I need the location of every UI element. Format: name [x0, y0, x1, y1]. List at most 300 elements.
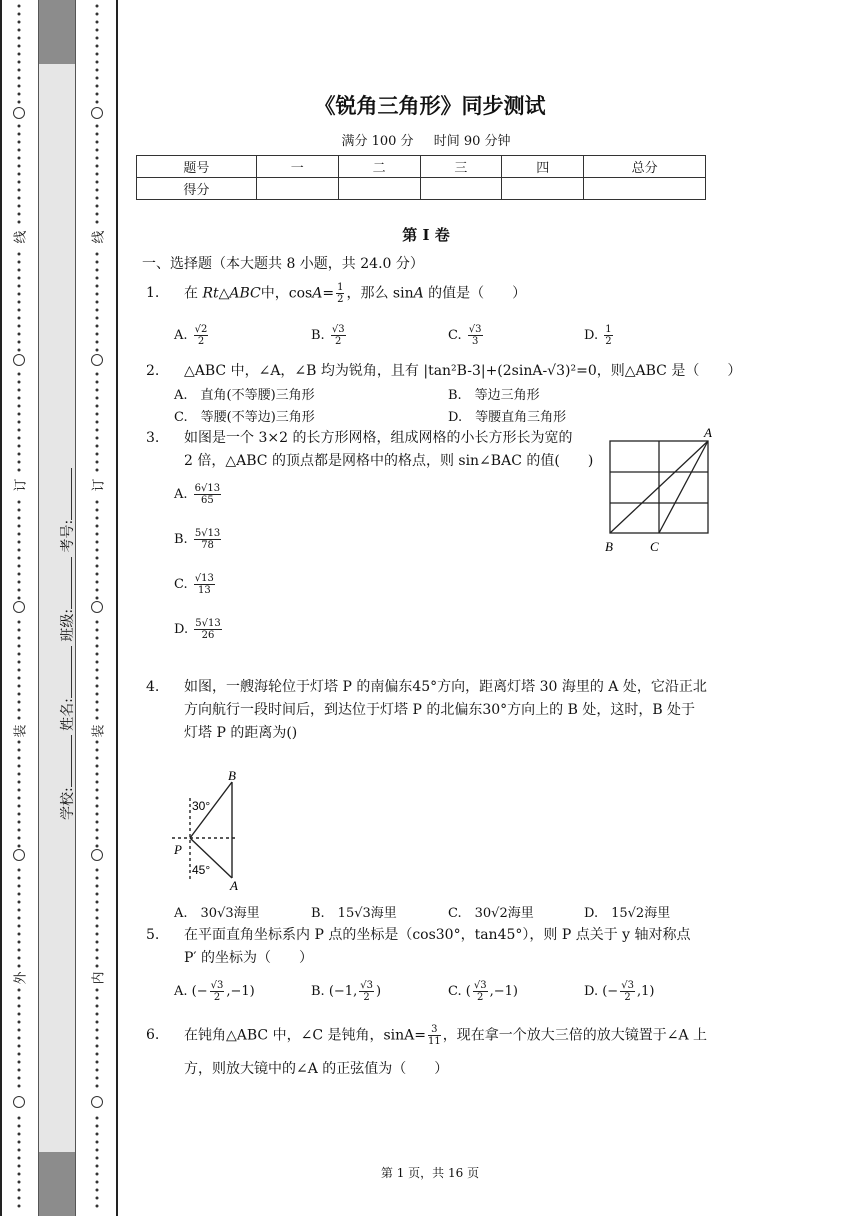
cut-line-dot	[96, 469, 99, 472]
question-6	[146, 1024, 726, 1084]
option-a[interactable]	[174, 483, 223, 506]
cut-line-dot	[96, 189, 99, 192]
cut-line-dot	[18, 253, 21, 256]
fraction-numerator: 1	[605, 324, 612, 335]
cut-line-dot	[96, 765, 99, 768]
cut-line-dot	[96, 589, 99, 592]
label-a: A	[230, 878, 238, 892]
cut-line-dot	[96, 1189, 99, 1192]
score-input-cell[interactable]	[584, 178, 706, 200]
cut-line-dot	[96, 1125, 99, 1128]
cut-line-dot	[18, 1045, 21, 1048]
cut-line-dot	[18, 293, 21, 296]
option-c[interactable]	[174, 573, 217, 596]
question-text-line: P′ 的坐标为（ ）	[184, 950, 314, 966]
mark-zhuang-inner: 装	[88, 722, 107, 739]
cut-line-dot	[96, 917, 99, 920]
question-text-line	[184, 1024, 707, 1048]
binding-hole-circle	[91, 1096, 103, 1108]
option-fraction	[620, 980, 635, 1003]
cut-line-dot	[18, 205, 21, 208]
label-c: C	[650, 539, 659, 554]
label-30-degrees: 30°	[192, 799, 211, 813]
cut-line-dot	[96, 669, 99, 672]
cut-line-dot	[96, 717, 99, 720]
option-text: (−	[191, 984, 208, 999]
option-b[interactable]	[174, 528, 223, 551]
cut-line-dot	[96, 773, 99, 776]
score-cell-header: 题号	[137, 156, 257, 178]
fraction-denominator: 2	[335, 336, 342, 347]
cut-line-dot	[18, 301, 21, 304]
cut-line-dot	[96, 957, 99, 960]
option-label: D.	[584, 328, 599, 343]
label-p: P	[174, 842, 182, 857]
cut-line-dot	[18, 421, 21, 424]
cut-line-dot	[18, 1037, 21, 1040]
cut-line-dot	[96, 453, 99, 456]
option-b[interactable]	[311, 324, 348, 347]
cut-line-dot	[18, 389, 21, 392]
cut-line-dot	[96, 741, 99, 744]
cut-line-dot	[18, 1149, 21, 1152]
cut-line-dot	[18, 941, 21, 944]
cut-line-dot	[96, 277, 99, 280]
cut-line-dot	[18, 373, 21, 376]
name-blank[interactable]	[71, 646, 72, 698]
class-blank[interactable]	[71, 557, 72, 609]
page-footer: 第 1 页，共 16 页	[380, 1166, 480, 1180]
option-fraction	[468, 324, 483, 347]
cut-line-dot	[96, 261, 99, 264]
option-c[interactable]	[448, 980, 518, 1003]
cut-line-dot	[18, 165, 21, 168]
cut-line-dot	[96, 421, 99, 424]
option-a[interactable]: A. 30√3海里	[174, 906, 260, 921]
fraction-numerator: √3	[331, 324, 345, 335]
exam-number-label: 考号:	[60, 519, 76, 553]
cut-line-dot	[18, 437, 21, 440]
binding-hole-circle	[13, 107, 25, 119]
cut-line-dot	[96, 525, 99, 528]
cut-line-dot	[18, 541, 21, 544]
cut-line-dot	[96, 901, 99, 904]
question-5	[146, 924, 726, 1010]
cut-line-dot	[18, 925, 21, 928]
question-text: △ABC 中，∠A，∠B 均为锐角，且有 |tan²B-3|+(2sinA-√3)²=0，则△ABC 是（ ）	[184, 363, 742, 379]
cut-line-dot	[18, 189, 21, 192]
question-number: 4.	[146, 679, 160, 695]
score-cell-header: 二	[338, 156, 420, 178]
option-fraction	[194, 483, 221, 506]
cut-line-dot	[18, 685, 21, 688]
cut-line-dot	[96, 445, 99, 448]
cut-line-dot	[18, 213, 21, 216]
cut-line-dot	[18, 837, 21, 840]
cut-line-dot	[18, 957, 21, 960]
cut-line-dot	[96, 629, 99, 632]
option-text: (−	[602, 984, 619, 999]
exam-number-blank[interactable]	[71, 468, 72, 520]
cut-line-dot	[96, 517, 99, 520]
cut-line-dot	[96, 301, 99, 304]
cut-line-dot	[18, 181, 21, 184]
option-label: C.	[174, 577, 188, 592]
cut-line-dot	[18, 157, 21, 160]
q4-lighthouse-figure	[168, 768, 248, 892]
cut-line-dot	[96, 405, 99, 408]
option-fraction	[194, 528, 221, 551]
cut-line-dot	[18, 909, 21, 912]
q1-text-part: 中，cos	[260, 285, 313, 302]
q1-text-part: 的值是（ ）	[423, 285, 527, 302]
cut-line-dot	[18, 261, 21, 264]
fraction-denominator: 2	[605, 336, 612, 347]
cut-line-dot	[18, 741, 21, 744]
cut-line-dot	[96, 293, 99, 296]
binding-hole-circle	[13, 849, 25, 861]
cut-line-dot	[18, 397, 21, 400]
cut-line-dot	[96, 1013, 99, 1016]
cut-line-dot	[18, 1189, 21, 1192]
cut-line-dot	[96, 125, 99, 128]
q3-grid-figure	[598, 424, 728, 556]
option-a[interactable]	[174, 980, 255, 1003]
option-c[interactable]: C. 等腰(不等边)三角形	[174, 410, 315, 425]
cut-line-dot	[96, 1133, 99, 1136]
option-fraction	[604, 324, 612, 347]
fraction-numerator: 3	[428, 1024, 441, 1036]
cut-line-dot	[18, 221, 21, 224]
mark-nei-inner: 内	[88, 969, 107, 986]
cut-line-dot	[96, 1029, 99, 1032]
cut-line-dot	[96, 5, 99, 8]
cut-line-dot	[18, 565, 21, 568]
cut-line-dot	[18, 269, 21, 272]
band-block-top	[39, 0, 75, 64]
cut-line-dot	[18, 965, 21, 968]
fraction-denominator: 2	[363, 992, 370, 1003]
cut-line-dot	[18, 173, 21, 176]
cut-line-dot	[18, 341, 21, 344]
fraction-numerator: 1	[337, 282, 344, 293]
cut-line-dot	[18, 773, 21, 776]
fraction-numerator: √3	[621, 980, 634, 991]
fraction-denominator: 2	[337, 294, 344, 305]
question-text-line: 在平面直角坐标系内 P 点的坐标是（cos30°，tan45°），则 P 点关于 y 轴对称点	[184, 927, 691, 943]
band-block-bottom	[39, 1152, 75, 1216]
cut-line-dot	[96, 77, 99, 80]
cut-line-dot	[96, 797, 99, 800]
page-title: 《锐角三角形》同步测试	[314, 93, 546, 118]
cut-line-dot	[96, 1061, 99, 1064]
option-b[interactable]: B. 15√3海里	[311, 906, 397, 921]
cut-line-dot	[18, 749, 21, 752]
cut-line-dot	[18, 885, 21, 888]
cut-line-dot	[96, 1053, 99, 1056]
cut-line-dot	[18, 1077, 21, 1080]
cut-line-dot	[96, 877, 99, 880]
cut-line-dot	[18, 589, 21, 592]
cut-line-dot	[96, 285, 99, 288]
cut-line-dot	[96, 581, 99, 584]
cut-line-dot	[18, 645, 21, 648]
mark-xian-inner: 线	[88, 228, 107, 245]
cut-line-dot	[96, 325, 99, 328]
cut-line-dot	[96, 45, 99, 48]
cut-line-dot	[18, 1133, 21, 1136]
name-label: 姓名:	[60, 698, 76, 731]
cut-line-dot	[96, 693, 99, 696]
q1-triangle: Rt△ABC	[202, 285, 261, 302]
option-label: B.	[311, 328, 325, 343]
cut-line-dot	[18, 413, 21, 416]
cut-line-dot	[96, 101, 99, 104]
cut-line-dot	[18, 637, 21, 640]
cut-line-dot	[96, 381, 99, 384]
fraction-denominator: 13	[197, 585, 211, 596]
cut-line-dot	[96, 205, 99, 208]
question-text	[184, 282, 526, 306]
cut-line-dot	[18, 1069, 21, 1072]
cut-line-dot	[96, 197, 99, 200]
mark-wai-outer: 外	[10, 969, 29, 986]
cut-line-dot	[18, 349, 21, 352]
fraction-numerator: √3	[468, 324, 482, 335]
cut-line-dot	[18, 693, 21, 696]
cut-line-dot	[96, 373, 99, 376]
score-cell-header: 四	[502, 156, 584, 178]
fraction-numerator: √3	[473, 980, 487, 991]
cut-line-dot	[96, 533, 99, 536]
q1-var: A	[312, 285, 323, 302]
cut-line-dot	[96, 1037, 99, 1040]
cut-line-dot	[18, 285, 21, 288]
mark-ding-inner: 订	[88, 476, 107, 493]
cut-line-dot	[96, 253, 99, 256]
score-row-label: 得分	[137, 178, 257, 200]
binding-hole-circle	[91, 849, 103, 861]
cut-line-dot	[18, 381, 21, 384]
option-text: ,−1)	[489, 984, 518, 999]
option-c[interactable]	[448, 324, 485, 347]
cut-line-dot	[96, 389, 99, 392]
cut-line-dot	[18, 813, 21, 816]
option-b[interactable]	[311, 980, 381, 1003]
cut-line-dot	[18, 573, 21, 576]
score-input-cell[interactable]	[502, 178, 584, 200]
question-text-line: 灯塔 P 的距离为()	[184, 725, 298, 741]
cut-line-dot	[96, 69, 99, 72]
binding-hole-circle	[91, 354, 103, 366]
cut-line-dot	[96, 965, 99, 968]
cut-line-dot	[96, 933, 99, 936]
score-input-cell[interactable]	[420, 178, 502, 200]
cut-line-dot	[18, 37, 21, 40]
option-fraction	[194, 324, 209, 347]
cut-line-dot	[18, 21, 21, 24]
cut-line-dot	[96, 1197, 99, 1200]
fraction-numerator: 6√13	[194, 483, 221, 494]
option-label: B.	[174, 532, 188, 547]
question-1	[146, 282, 706, 352]
cut-line-dot	[96, 1085, 99, 1088]
cut-line-dot	[18, 1141, 21, 1144]
cut-line-dot	[18, 717, 21, 720]
score-cell-header: 总分	[584, 156, 706, 178]
cut-line-dot	[18, 101, 21, 104]
score-table	[136, 155, 706, 200]
label-b: B	[605, 539, 613, 554]
cut-line-dot	[18, 1205, 21, 1208]
question-number: 3.	[146, 430, 160, 446]
binding-hole-circle	[91, 107, 103, 119]
school-blank[interactable]	[71, 735, 72, 787]
cut-line-dot	[96, 837, 99, 840]
cut-line-dot	[96, 941, 99, 944]
cut-line-dot	[96, 757, 99, 760]
fraction-numerator: 5√13	[194, 528, 221, 539]
cut-line-dot	[18, 869, 21, 872]
cut-line-dot	[96, 61, 99, 64]
cut-line-dot	[96, 509, 99, 512]
score-table-header-row	[137, 156, 706, 178]
label-b: B	[228, 768, 236, 783]
cut-line-dot	[96, 29, 99, 32]
cut-line-dot	[96, 661, 99, 664]
cut-line-dot	[96, 165, 99, 168]
cut-line-dot	[96, 541, 99, 544]
cut-line-dot	[18, 517, 21, 520]
cut-line-dot	[96, 437, 99, 440]
cut-line-dot	[96, 341, 99, 344]
cut-line-dot	[18, 1117, 21, 1120]
label-45-degrees: 45°	[192, 863, 211, 877]
cut-line-dot	[18, 997, 21, 1000]
binding-hole-circle	[91, 601, 103, 613]
cut-line-dot	[96, 413, 99, 416]
option-fraction	[473, 980, 488, 1003]
option-label: B.	[311, 984, 325, 999]
fraction-denominator: 2	[197, 336, 205, 347]
cut-line-dot	[18, 525, 21, 528]
q1-fraction	[336, 282, 344, 305]
cut-line-dot	[96, 685, 99, 688]
q1-eq: =	[322, 285, 335, 302]
fraction-denominator: 2	[624, 992, 631, 1003]
question-text-line: 方，则放大镜中的∠A 的正弦值为（ ）	[184, 1061, 449, 1077]
fraction-denominator: 2	[477, 992, 484, 1003]
option-d[interactable]	[584, 324, 615, 347]
cut-line-dot	[96, 1021, 99, 1024]
cut-line-dot	[18, 53, 21, 56]
cut-line-dot	[96, 429, 99, 432]
option-b[interactable]: B. 等边三角形	[448, 388, 540, 403]
cut-line-dot	[18, 1085, 21, 1088]
cut-line-dot	[96, 1141, 99, 1144]
cut-line-dot	[18, 597, 21, 600]
mark-zhuang-outer: 装	[10, 722, 29, 739]
cut-line-dot	[18, 13, 21, 16]
option-text: )	[375, 984, 382, 999]
cut-line-dot	[96, 349, 99, 352]
inner-dotted-cut-line	[87, 0, 107, 1216]
cut-line-dot	[18, 917, 21, 920]
cut-line-dot	[18, 469, 21, 472]
cut-line-dot	[18, 445, 21, 448]
cut-line-dot	[18, 989, 21, 992]
cut-line-dot	[96, 213, 99, 216]
cut-line-dot	[96, 1205, 99, 1208]
option-label: D.	[174, 622, 189, 637]
cut-line-dot	[96, 1157, 99, 1160]
cut-line-dot	[96, 909, 99, 912]
question-text-line: 如图，一艘海轮位于灯塔 P 的南偏东45°方向，距离灯塔 30 海里的 A 处，它沿正北	[184, 679, 707, 695]
option-d[interactable]	[584, 980, 654, 1003]
option-d[interactable]: D. 15√2海里	[584, 906, 671, 921]
cut-line-dot	[18, 1013, 21, 1016]
cut-line-dot	[96, 85, 99, 88]
fraction-denominator: 11	[428, 1036, 441, 1047]
cut-line-dot	[18, 757, 21, 760]
option-c[interactable]: C. 30√2海里	[448, 906, 534, 921]
cut-line-dot	[18, 309, 21, 312]
cut-line-dot	[18, 709, 21, 712]
cut-line-dot	[18, 893, 21, 896]
cut-line-dot	[96, 869, 99, 872]
cut-line-dot	[96, 821, 99, 824]
cut-line-dot	[18, 5, 21, 8]
cut-line-dot	[18, 1021, 21, 1024]
score-input-cell[interactable]	[256, 178, 338, 200]
cut-line-dot	[18, 1157, 21, 1160]
segment-ac	[659, 441, 708, 533]
option-a[interactable]: A. 直角(不等腰)三角形	[174, 388, 315, 403]
option-a[interactable]	[174, 324, 210, 347]
option-d[interactable]	[174, 618, 224, 641]
score-cell-header: 一	[256, 156, 338, 178]
volume-title: 第 I 卷	[402, 226, 450, 244]
exam-meta	[136, 130, 716, 149]
cut-line-dot	[18, 829, 21, 832]
cut-line-dot	[96, 813, 99, 816]
score-input-cell[interactable]	[338, 178, 420, 200]
cut-line-dot	[18, 805, 21, 808]
cut-line-dot	[96, 637, 99, 640]
cut-line-dot	[96, 141, 99, 144]
q6-fraction	[428, 1024, 441, 1047]
cut-line-dot	[96, 749, 99, 752]
class-label: 班级:	[60, 608, 76, 642]
cut-line-dot	[18, 949, 21, 952]
cut-line-dot	[96, 461, 99, 464]
cut-line-dot	[18, 461, 21, 464]
cut-line-dot	[96, 789, 99, 792]
cut-line-dot	[18, 821, 21, 824]
option-label: A.	[174, 328, 188, 343]
fraction-numerator: √2	[194, 324, 208, 335]
binding-hole-circle	[13, 354, 25, 366]
cut-line-dot	[96, 181, 99, 184]
option-d[interactable]: D. 等腰直角三角形	[448, 410, 567, 425]
full-score: 满分 100 分	[341, 134, 414, 149]
option-label: D.	[584, 984, 599, 999]
fraction-numerator: 5√13	[195, 618, 221, 629]
cut-line-dot	[96, 781, 99, 784]
cut-line-dot	[18, 453, 21, 456]
cut-line-dot	[96, 397, 99, 400]
cut-line-dot	[96, 21, 99, 24]
